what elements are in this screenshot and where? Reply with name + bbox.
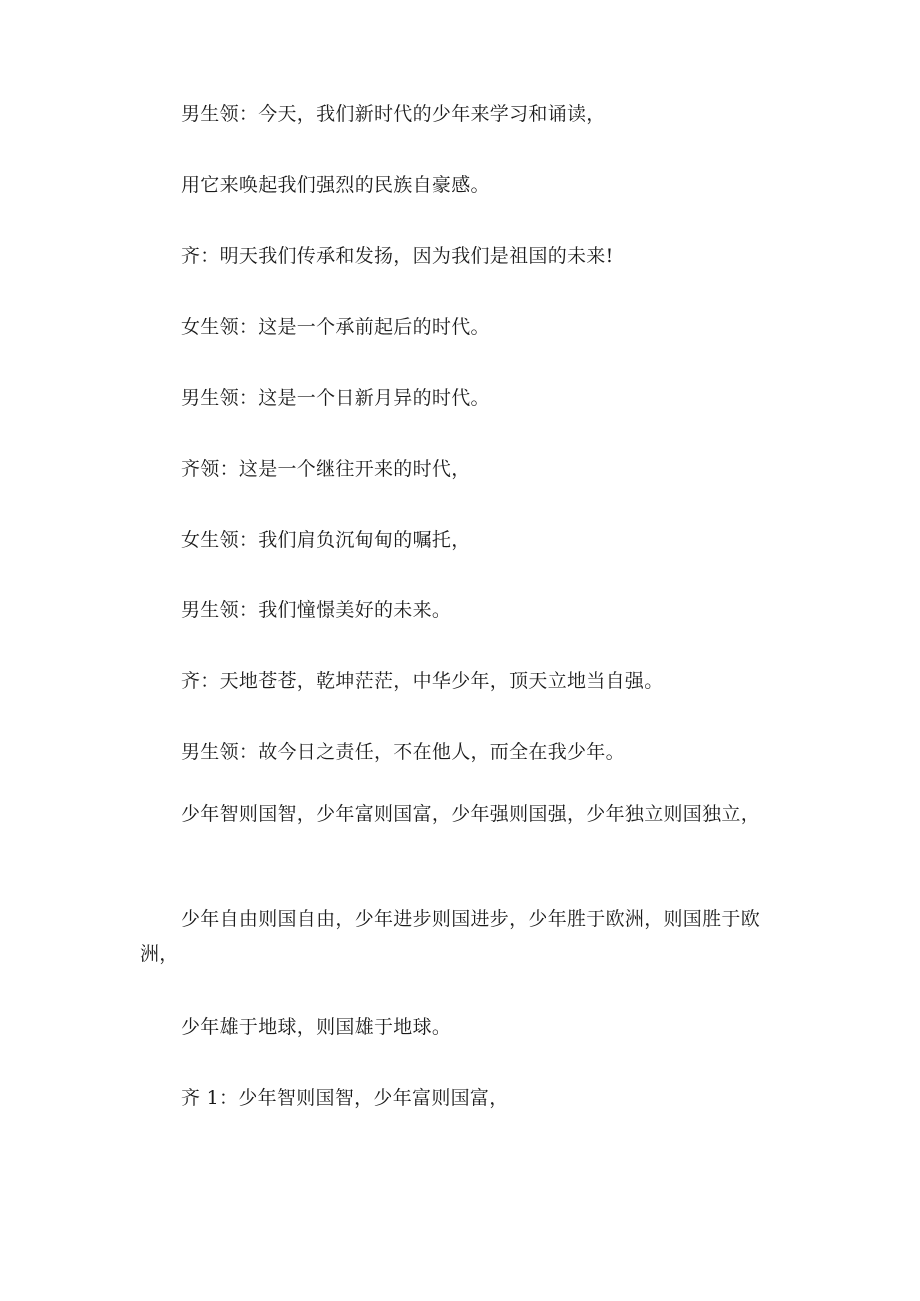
paragraph-5: 男生领：这是一个日新月异的时代。 bbox=[181, 387, 490, 409]
paragraph-11: 少年智则国智，少年富则国富，少年强则国强，少年独立则国独立， bbox=[181, 803, 761, 825]
paragraph-9: 齐：天地苍苍，乾坤茫茫，中华少年，顶天立地当自强。 bbox=[181, 670, 664, 692]
paragraph-4: 女生领：这是一个承前起后的时代。 bbox=[181, 316, 490, 338]
paragraph-2: 用它来唤起我们强烈的民族自豪感。 bbox=[181, 174, 490, 196]
paragraph-7: 女生领：我们肩负沉甸甸的嘱托， bbox=[181, 529, 471, 551]
paragraph-6: 齐领：这是一个继往开来的时代， bbox=[181, 458, 471, 480]
paragraph-8: 男生领：我们憧憬美好的未来。 bbox=[181, 599, 452, 621]
paragraph-14: 齐 1：少年智则国智，少年富则国富， bbox=[181, 1087, 509, 1109]
paragraph-1: 男生领：今天，我们新时代的少年来学习和诵读， bbox=[181, 103, 606, 125]
paragraph-13: 少年雄于地球，则国雄于地球。 bbox=[181, 1016, 452, 1038]
paragraph-12: 少年自由则国自由，少年进步则国进步，少年胜于欧洲，则国胜于欧洲， bbox=[140, 908, 761, 965]
paragraph-3: 齐：明天我们传承和发扬，因为我们是祖国的未来! bbox=[181, 245, 614, 267]
paragraph-10: 男生领：故今日之责任，不在他人，而全在我少年。 bbox=[181, 741, 625, 763]
